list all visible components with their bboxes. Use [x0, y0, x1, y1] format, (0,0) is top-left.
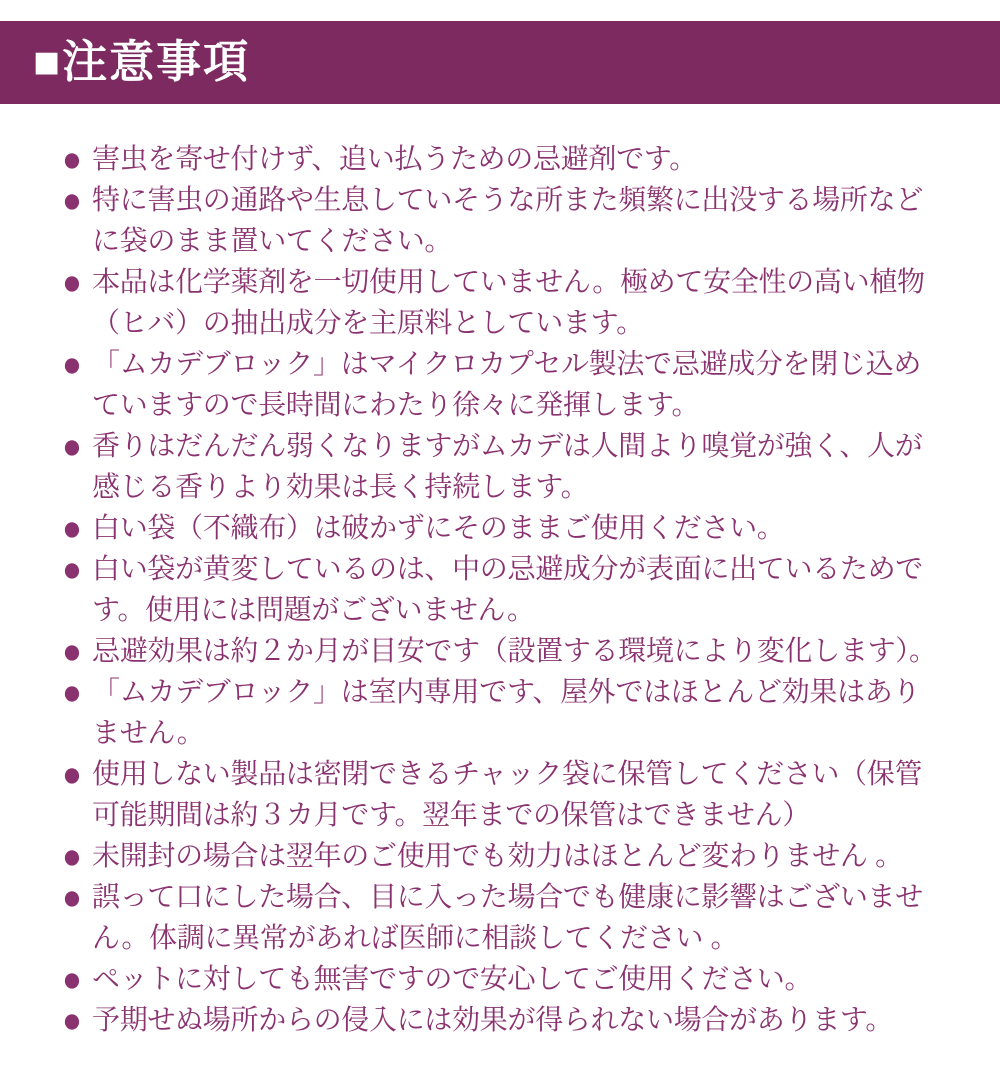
bullet-icon: ●: [62, 425, 82, 466]
note-text: 白い袋が黄変しているのは、中の忌避成分が表面に出ているためです。使用には問題がございません。: [92, 553, 924, 625]
note-text: ペットに対しても無害ですので安心してご使用ください。: [92, 963, 813, 994]
notes-list: [64, 138, 939, 1040]
note-item: [64, 630, 939, 671]
bullet-icon: ●: [62, 958, 82, 999]
note-item: [64, 548, 939, 630]
note-item: [64, 999, 939, 1040]
note-item: [64, 835, 939, 876]
page-title: ■注意事項: [33, 36, 251, 87]
note-item: [64, 138, 939, 179]
bullet-icon: ●: [62, 876, 82, 917]
note-item: [64, 671, 939, 753]
bullet-icon: ●: [62, 343, 82, 384]
bullet-icon: ●: [62, 999, 82, 1040]
bullet-icon: ●: [62, 261, 82, 302]
note-item: [64, 876, 939, 958]
note-text: 害虫を寄せ付けず、追い払うための忌避剤です。: [92, 143, 697, 174]
bullet-icon: ●: [62, 138, 82, 179]
bullet-icon: ●: [62, 179, 82, 220]
bullet-icon: ●: [62, 835, 82, 876]
note-item: [64, 425, 939, 507]
note-item: [64, 343, 939, 425]
section-header-bar: [0, 21, 1000, 104]
bullet-icon: ●: [62, 671, 82, 712]
note-item: [64, 507, 939, 548]
note-item: [64, 179, 939, 261]
bullet-icon: ●: [62, 548, 82, 589]
notes-section: [64, 138, 939, 1040]
bullet-icon: ●: [62, 630, 82, 671]
bullet-icon: ●: [62, 753, 82, 794]
note-text: 香りはだんだん弱くなりますがムカデは人間より嗅覚が強く、人が感じる香りより効果は長く持続します。: [92, 430, 923, 502]
note-text: 本品は化学薬剤を一切使用していません。極めて安全性の高い植物（ヒバ）の抽出成分を主原料としています。: [92, 266, 925, 338]
note-text: 特に害虫の通路や生息していそうな所また頻繁に出没する場所などに袋のまま置いてください。: [92, 184, 924, 256]
bullet-icon: ●: [62, 507, 82, 548]
note-item: [64, 261, 939, 343]
note-text: 忌避効果は約２か月が目安です（設置する環境により変化します）。: [92, 635, 937, 666]
note-text: 白い袋（不織布）は破かずにそのままご使用ください。: [92, 512, 785, 543]
note-text: 予期せぬ場所からの侵入には効果が得られない場合があります。: [92, 1004, 894, 1035]
note-item: [64, 753, 939, 835]
note-text: 誤って口にした場合、目に入った場合でも健康に影響はございません。体調に異常があれば医師に相談してください 。: [92, 881, 924, 953]
note-text: 「ムカデブロック」はマイクロカプセル製法で忌避成分を閉じ込めていますので長時間にわたり徐々に発揮します。: [92, 348, 922, 420]
note-text: 使用しない製品は密閉できるチャック袋に保管してください（保管可能期間は約３カ月です。翌年までの保管はできません）: [92, 758, 923, 830]
note-text: 「ムカデブロック」は室内専用です、屋外ではほとんど効果はありません。: [92, 676, 921, 748]
note-text: 未開封の場合は翌年のご使用でも効力はほとんど変わりません 。: [92, 840, 903, 871]
note-item: [64, 958, 939, 999]
